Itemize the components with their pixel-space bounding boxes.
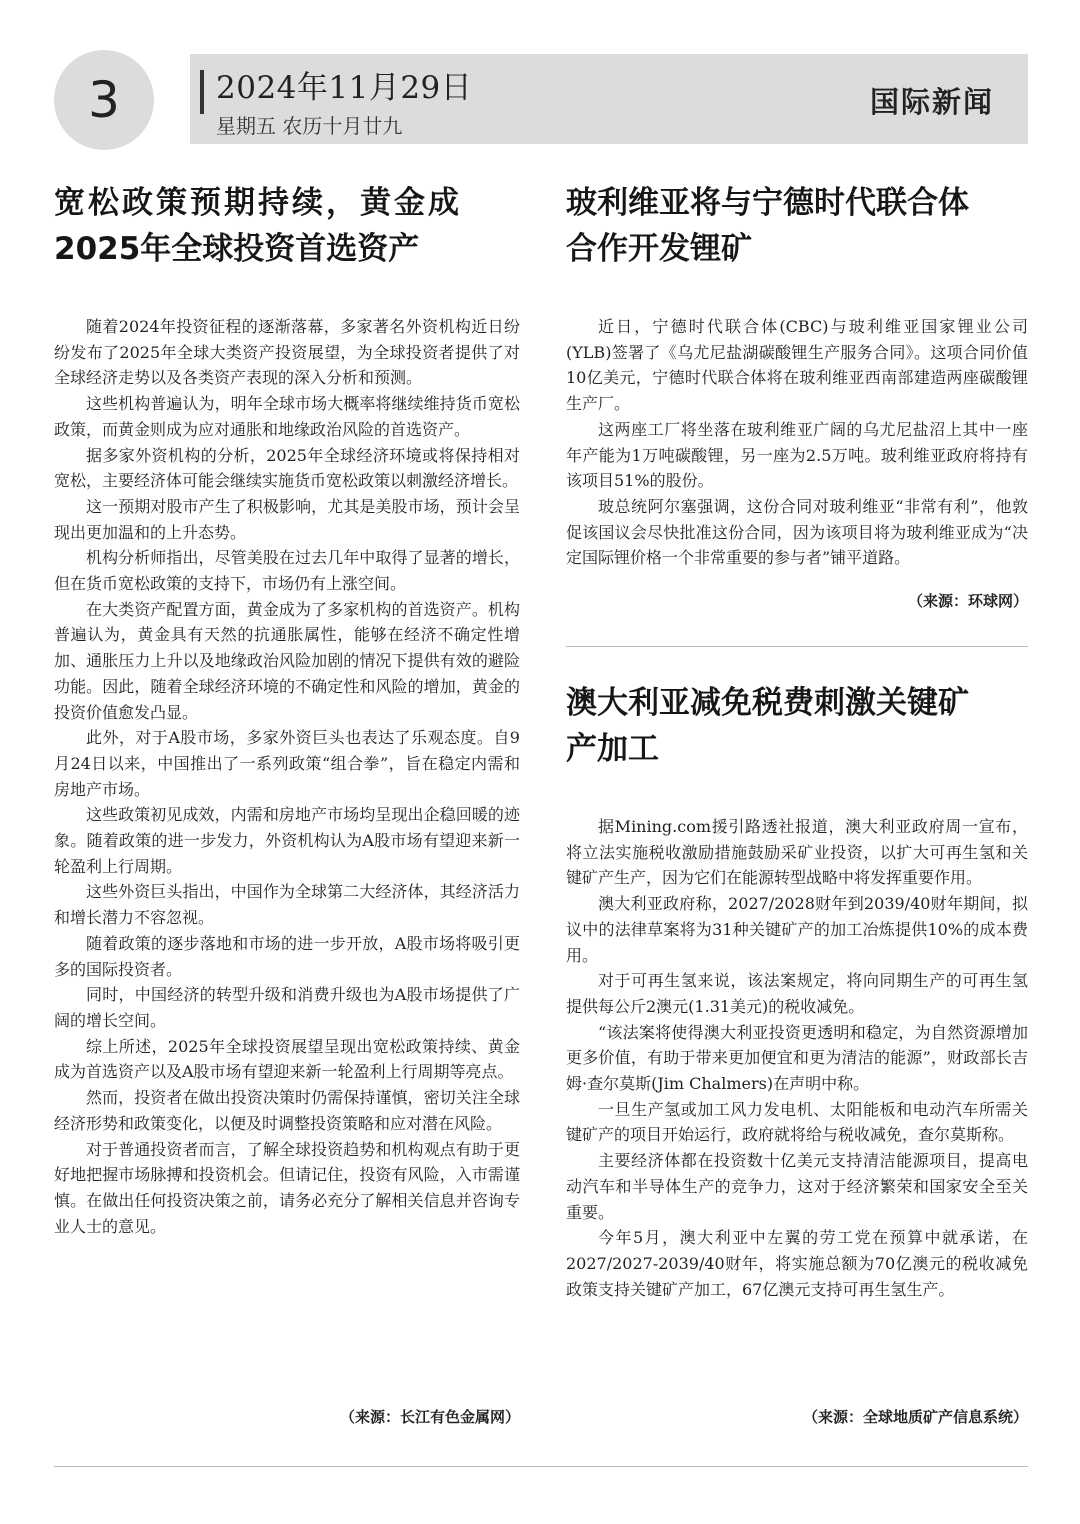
footer-divider (54, 1466, 1028, 1467)
left-article-body (54, 314, 520, 1239)
paragraph: 然而，投资者在做出投资决策时仍需保持谨慎，密切关注全球经济形势和政策变化，以便及时调整投资策略和应对潜在风险。 (54, 1088, 520, 1133)
right-bottom-article-body (566, 814, 1028, 1302)
paragraph: 这些机构普遍认为，明年全球市场大概率将继续维持货币宽松政策，而黄金则成为应对通胀和地缘政治风险的首选资产。 (54, 394, 520, 439)
paragraph: 对于普通投资者而言，了解全球投资趋势和机构观点有助于更好地把握市场脉搏和投资机会。但请记住，投资有风险，入市需谨慎。在做出任何投资决策之前，请务必充分了解相关信息并咨询专业人士的意见。 (54, 1139, 520, 1236)
article-divider (566, 646, 1028, 647)
paragraph: 近日，宁德时代联合体(CBC)与玻利维亚国家锂业公司(YLB)签署了《乌尤尼盐湖碳酸锂生产服务合同》。这项合同价值10亿美元，宁德时代联合体将在玻利维亚西南部建造两座碳酸锂生产厂。 (566, 317, 1028, 414)
paragraph: 随着2024年投资征程的逐渐落幕，多家著名外资机构近日纷纷发布了2025年全球大类资产投资展望，为全球投资者提供了对全球经济走势以及各类资产表现的深入分析和预测。 (54, 317, 520, 388)
issue-date: 2024年11月29日 (216, 70, 473, 106)
paragraph: 这两座工厂将坐落在玻利维亚广阔的乌尤尼盐沼上其中一座年产能为1万吨碳酸锂，另一座为2.5万吨。玻利维亚政府将持有该项目51%的股份。 (566, 419, 1028, 491)
weekday-lunar-date: 星期五 农历十月廿九 (216, 114, 403, 138)
paragraph: 这些政策初见成效，内需和房地产市场均呈现出企稳回暖的迹象。随着政策的进一步发力，外资机构认为A股市场有望迎来新一轮盈利上行周期。 (54, 805, 520, 876)
paragraph: 综上所述，2025年全球投资展望呈现出宽松政策持续、黄金成为首选资产以及A股市场有望迎来新一轮盈利上行周期等亮点。 (54, 1036, 520, 1082)
paragraph: 今年5月，澳大利亚中左翼的劳工党在预算中就承诺，在2027/2027-2039/40财年，将实施总额为70亿澳元的税收减免政策支持关键矿产加工，67亿澳元支持可再生氢生产。 (566, 1228, 1028, 1299)
paragraph: 对于可再生氢来说，该法案规定，将向同期生产的可再生氢提供每公斤2澳元(1.31美元)的税收减免。 (566, 971, 1028, 1016)
left-article (54, 180, 520, 1239)
headline-line: 玻利维亚将与宁德时代联合体 (566, 185, 969, 221)
header-divider-bar (200, 70, 204, 114)
left-article-headline (54, 180, 520, 272)
paragraph: 此外，对于A股市场，多家外资巨头也表达了乐观态度。自9月24日以来，中国推出了一系列政策“组合拳”，旨在稳定内需和房地产市场。 (54, 728, 520, 799)
left-article-source: （来源：长江有色金属网） (339, 1408, 520, 1426)
paragraph: 这些外资巨头指出，中国作为全球第二大经济体，其经济活力和增长潜力不容忽视。 (54, 882, 520, 928)
paragraph: 随着政策的逐步落地和市场的进一步开放，A股市场将吸引更多的国际投资者。 (54, 933, 520, 979)
paragraph: “该法案将使得澳大利亚投资更透明和稳定，为自然资源增加更多价值，有助于带来更加便宜和更为清洁的能源”，财政部长吉姆·查尔莫斯(Jim Chalmers)在声明中称。 (566, 1022, 1028, 1094)
headline-line: 2025年全球投资首选资产 (54, 231, 420, 267)
paragraph: 玻总统阿尔塞强调，这份合同对玻利维亚“非常有利”，他敦促该国议会尽快批准这份合同，因为该项目将为玻利维亚成为“决定国际锂价格一个非常重要的参与者”铺平道路。 (566, 496, 1028, 568)
paragraph: 主要经济体都在投资数十亿美元支持清洁能源项目，提高电动汽车和半导体生产的竞争力，这对于经济繁荣和国家安全至关重要。 (566, 1151, 1028, 1222)
right-bottom-article-headline (566, 680, 1028, 772)
headline-line: 产加工 (566, 731, 659, 767)
paragraph: 机构分析师指出，尽管美股在过去几年中取得了显著的增长，但在货币宽松政策的支持下，市场仍有上涨空间。 (54, 548, 520, 594)
right-top-article-headline (566, 180, 1028, 272)
section-title: 国际新闻 (869, 85, 994, 119)
right-top-article (566, 180, 1028, 571)
paragraph: 这一预期对股市产生了积极影响，尤其是美股市场，预计会呈现出更加温和的上升态势。 (54, 496, 520, 542)
right-bottom-article (566, 680, 1028, 1302)
paragraph: 一旦生产氢或加工风力发电机、太阳能板和电动汽车所需关键矿产的项目开始运行，政府就将给与税收减免，查尔莫斯称。 (566, 1099, 1028, 1145)
paragraph: 同时，中国经济的转型升级和消费升级也为A股市场提供了广阔的增长空间。 (54, 985, 520, 1030)
paragraph: 澳大利亚政府称，2027/2028财年到2039/40财年期间，拟议中的法律草案将为31种关键矿产的加工冶炼提供10%的成本费用。 (566, 894, 1028, 965)
page-number-badge (54, 50, 154, 150)
paragraph: 在大类资产配置方面，黄金成为了多家机构的首选资产。机构普遍认为，黄金具有天然的抗通胀属性，能够在经济不确定性增加、通胀压力上升以及地缘政治风险加剧的情况下提供有效的避险功能。因此，随着全球经济环境的不确定性和风险的增加，黄金的投资价值愈发凸显。 (54, 599, 520, 722)
paragraph: 据多家外资机构的分析，2025年全球经济环境或将保持相对宽松，主要经济体可能会继续实施货币宽松政策以刺激经济增长。 (54, 445, 520, 491)
right-top-article-body (566, 314, 1028, 571)
headline-line: 澳大利亚减免税费刺激关键矿 (566, 685, 969, 721)
right-bottom-article-source: （来源：全球地质矿产信息系统） (802, 1408, 1028, 1426)
paragraph: 据Mining.com援引路透社报道，澳大利亚政府周一宣布，将立法实施税收激励措施鼓励采矿业投资，以扩大可再生氢和关键矿产生产，因为它们在能源转型战略中将发挥重要作用。 (566, 817, 1028, 888)
page-number: 3 (88, 71, 120, 129)
right-top-article-source: （来源：环球网） (907, 592, 1028, 610)
headline-line: 合作开发锂矿 (566, 231, 752, 267)
headline-line: 宽松政策预期持续，黄金成 (54, 185, 462, 221)
